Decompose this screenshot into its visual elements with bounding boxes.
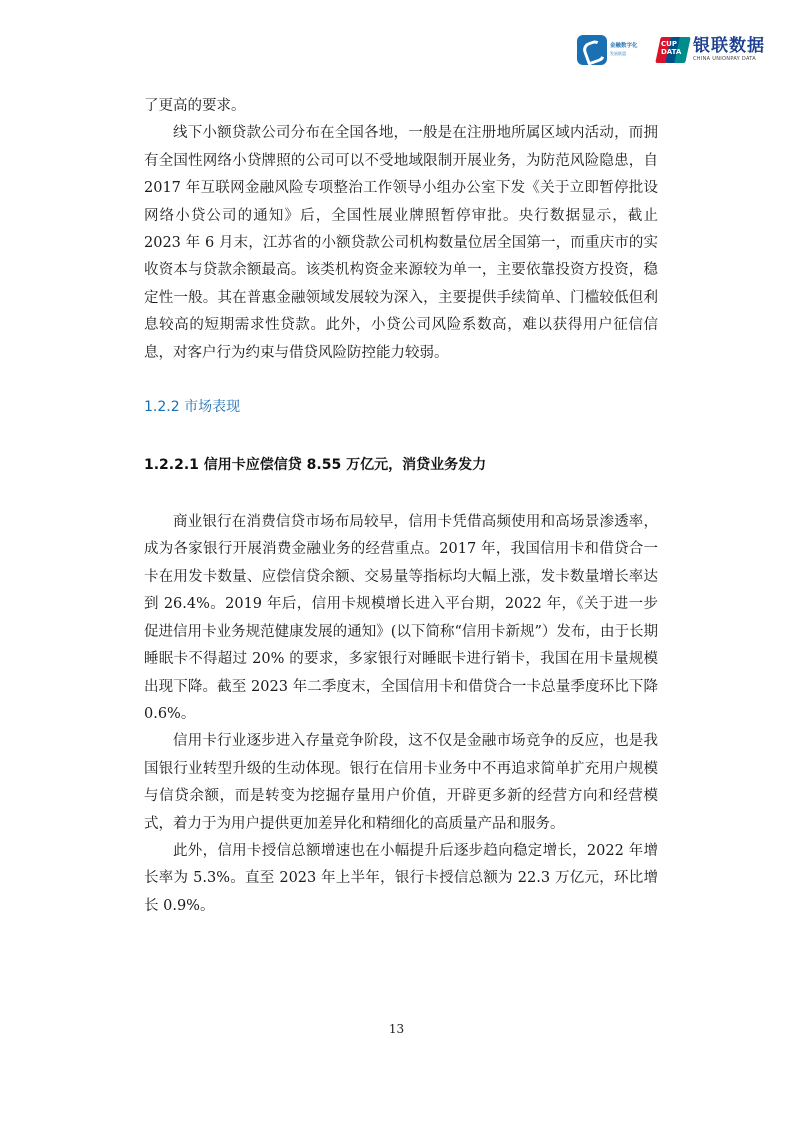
logo-right-subtitle: CHINA UNIONPAY DATA [693, 56, 756, 62]
cup-data-logo-icon [656, 37, 690, 63]
logo-left-line2: 发展联盟 [610, 50, 626, 56]
paragraph-microloan: 线下小额贷款公司分布在全国各地，一般是在注册地所属区域内活动，而拥有全国性网络小贷牌照的公司可以不受地域限制开展业务，为防范风险隐患，自 2017 年互联网金融风险专项整治工作领导小组办公室下发《关于立即暂停批设网络小贷公司的通知》后，全国性展业牌照暂停审批。央行数据显示，截止 2023 年 6 月末，江苏省的小额贷款公司机构数量位居全国第一，而重庆市的实收资本与贷款余额最高。该类机构资金来源较为单一，主要依靠投资方投资，稳定性一般。其在普惠金融领域发展较为深入，主要提供手续简单、门槛较低但利息较高的短期需求性贷款。此外，小贷公司风险系数高，难以获得用户征信信息，对客户行为约束与借贷风险防控能力较弱。 [144, 125, 658, 361]
page-body [144, 93, 658, 920]
finance-union-logo [577, 35, 650, 65]
paragraph-credit-card-market: 商业银行在消费信贷市场布局较早，信用卡凭借高频使用和高场景渗透率，成为各家银行开展消费金融业务的经营重点。2017 年，我国信用卡和借贷合一卡在用发卡数量、应偿信贷余额、交易量等指标均大幅上涨，发卡数量增长率达到 26.4%。2019 年后，信用卡规模增长进入平台期，2022 年，《关于进一步促进信用卡业务规范健康发展的通知》(以下简称“信用卡新规”）发布，由于长期睡眠卡不得超过 20% 的要求，多家银行对睡眠卡进行销卡，我国在用卡量规模出现下降。截至 2023 年二季度末，全国信用卡和借贷合一卡总量季度环比下降 0.6%。 [144, 514, 658, 722]
cup-mark-text-1: CUP [661, 40, 677, 48]
unionpay-data-logo [656, 37, 765, 63]
logo-left-line1: 金融数字化 [610, 43, 638, 50]
paragraph-credit-limit: 此外，信用卡授信总额增速也在小幅提升后逐步趋向稳定增长，2022 年增长率为 5.3%。直至 2023 年上半年，银行卡授信总额为 22.3 万亿元，环比增长 0.9%。 [144, 842, 658, 914]
paragraph-stock-competition: 信用卡行业逐步进入存量竞争阶段，这不仅是金融市场竞争的反应，也是我国银行业转型升级的生动体现。银行在信用卡业务中不再追求简单扩充用户规模与信贷余额，而是转变为挖掘存量用户价值，开辟更多新的经营方向和经营模式，着力于为用户提供更加差异化和精细化的高质量产品和服务。 [144, 733, 658, 832]
logo-right-name: 银联数据 [693, 36, 765, 56]
page-number: 13 [388, 1022, 405, 1036]
section-heading: 1.2.2 市场表现 [144, 399, 241, 416]
paragraph-continuation: 了更高的要求。 [144, 98, 246, 114]
finance-union-logo-icon [577, 35, 607, 65]
subsection-heading: 1.2.2.1 信用卡应偿信贷 8.55 万亿元，消贷业务发力 [144, 457, 487, 474]
page-header [577, 32, 765, 68]
cup-mark-text-2: DATA [661, 47, 682, 56]
